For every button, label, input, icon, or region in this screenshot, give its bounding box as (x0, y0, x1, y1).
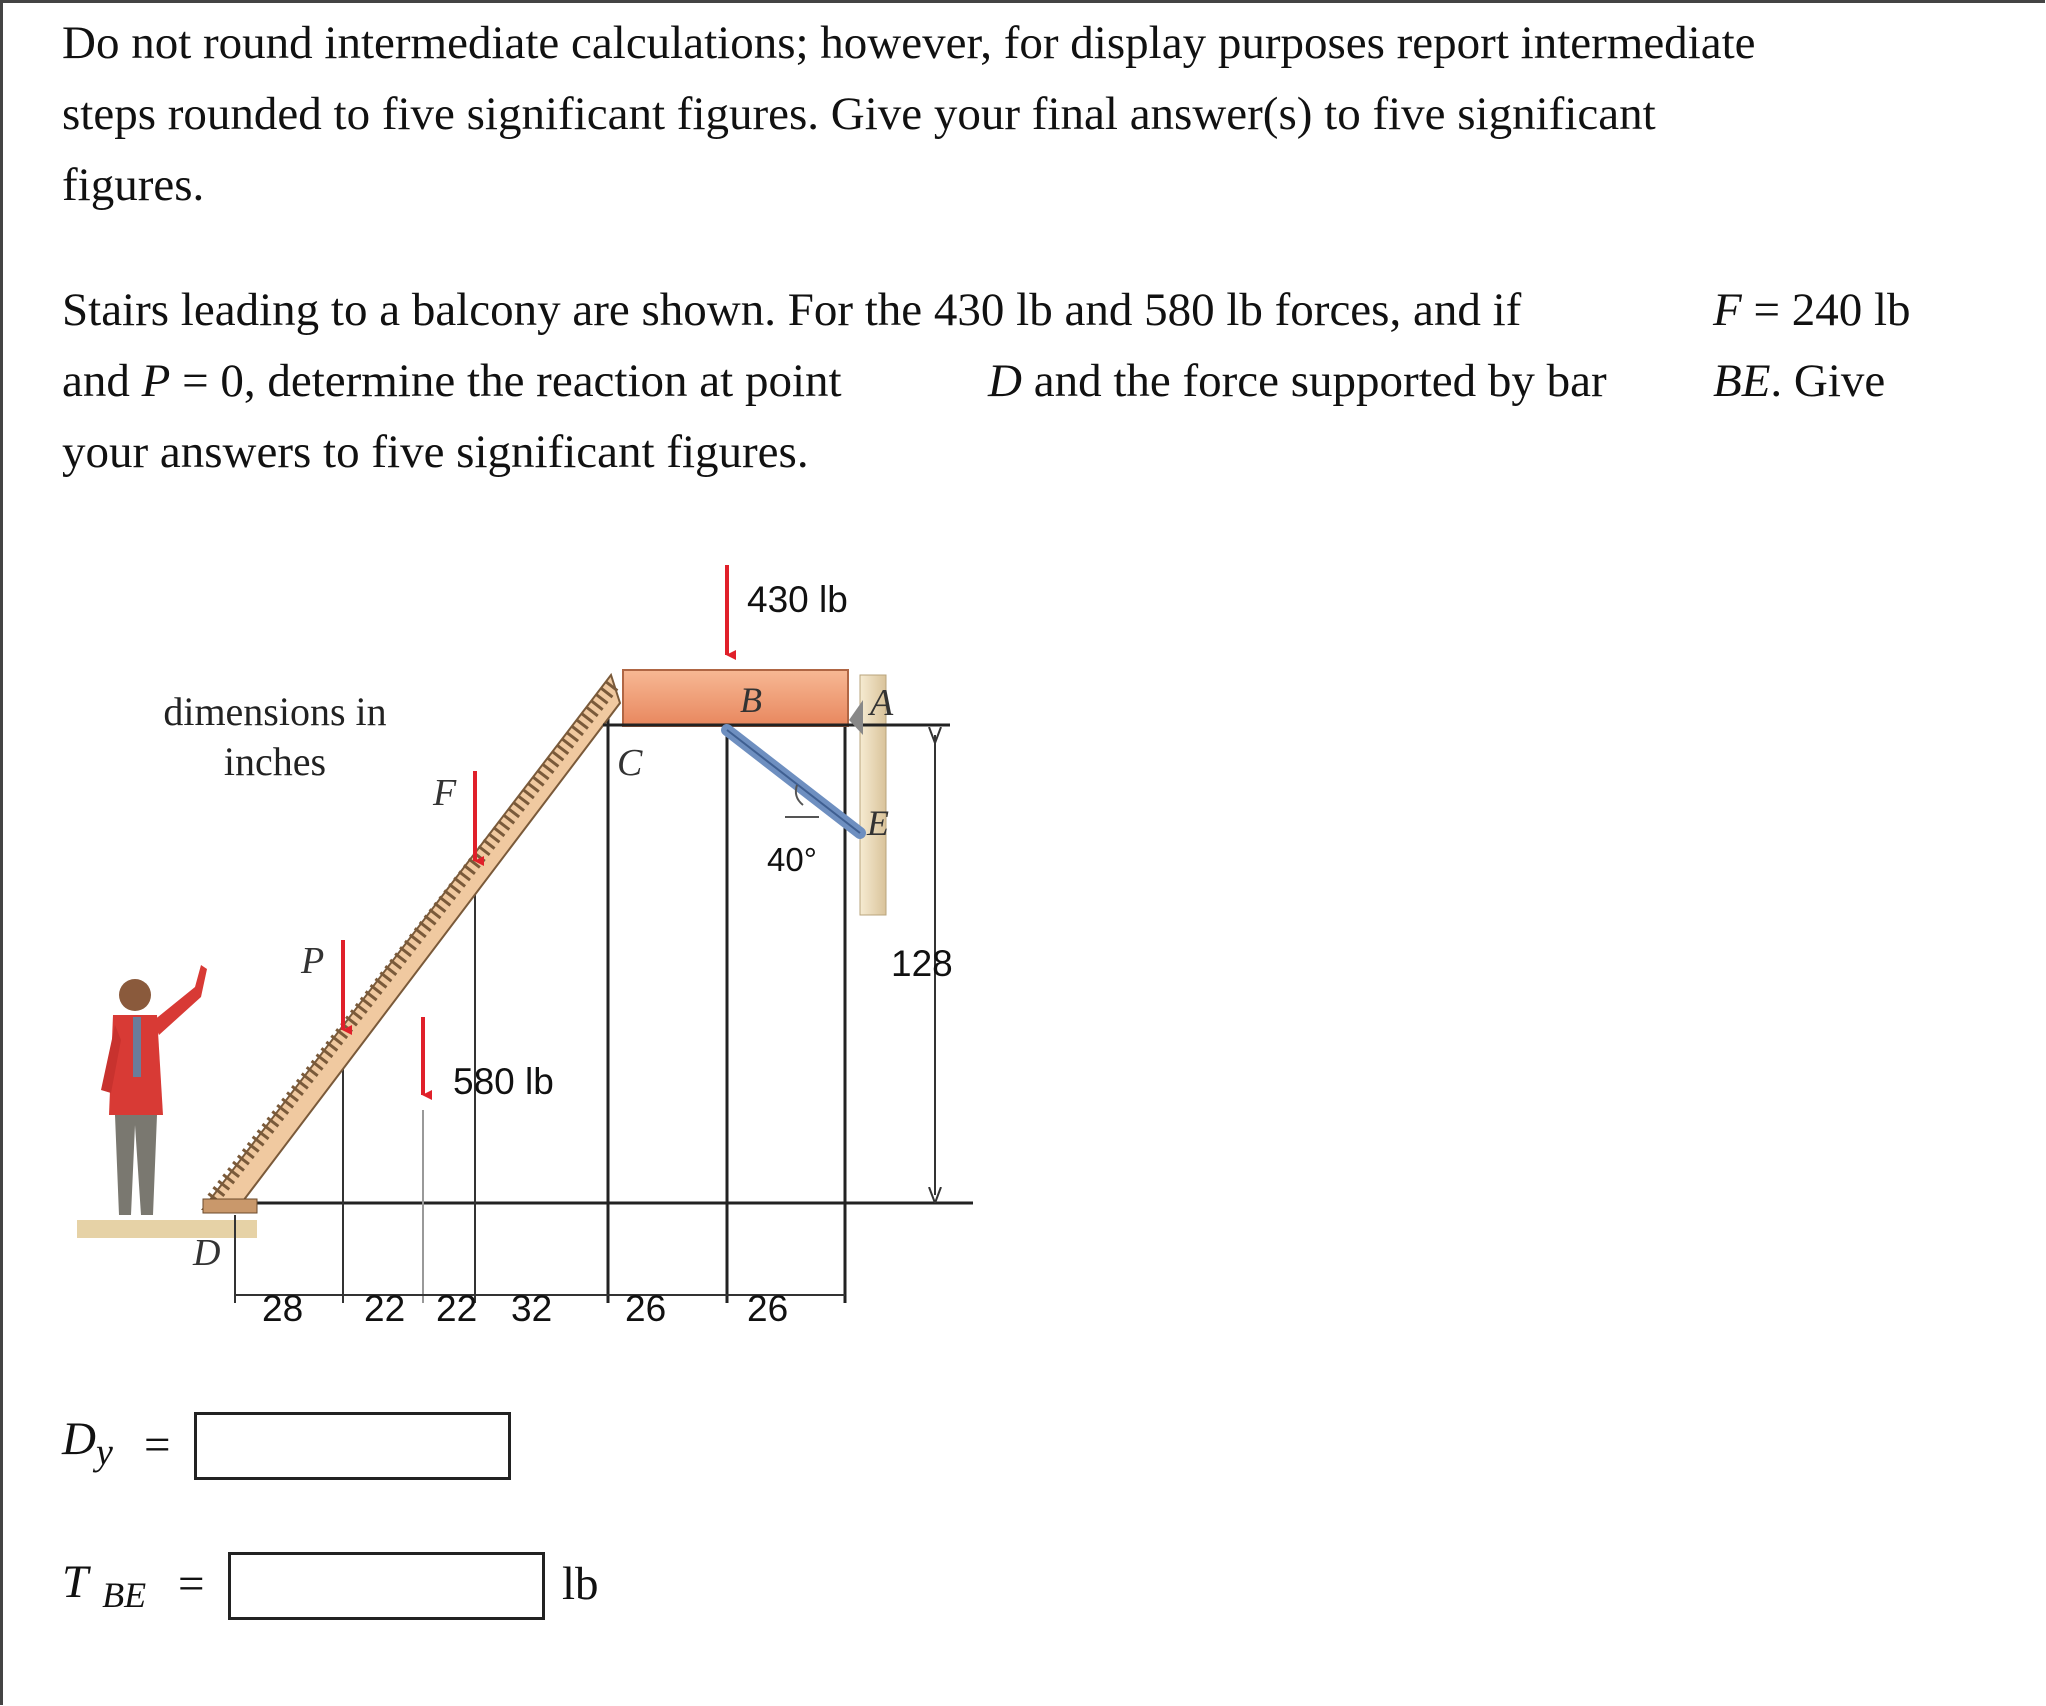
tbe-equals: = (178, 1558, 205, 1610)
label-e: E (867, 803, 889, 843)
man-figure (101, 965, 207, 1215)
text-give: . Give (1770, 355, 1886, 407)
tbe-sub: BE (102, 1575, 147, 1616)
problem-line-1 (62, 275, 1521, 346)
tbe-label (62, 1555, 146, 1616)
note-dimensions: dimensions in (163, 689, 387, 734)
instructions-line-3: figures. (62, 159, 205, 211)
dy-sub: y (95, 1431, 113, 1474)
problem-line-2c (1713, 346, 1885, 417)
balcony-beam (623, 670, 848, 726)
stairs-figure (55, 535, 985, 1345)
problem-f-value (1713, 275, 1911, 346)
label-d: D (193, 1232, 221, 1274)
label-height: 128 (891, 943, 953, 984)
bar-be: BE (1713, 355, 1771, 407)
dy-answer-input[interactable] (194, 1412, 511, 1480)
label-angle: 40° (767, 841, 817, 878)
f-value: = 240 lb (1753, 284, 1911, 336)
tbe-unit: lb (562, 1558, 599, 1610)
problem-line-2 (62, 346, 842, 417)
label-580: 580 lb (453, 1061, 554, 1102)
note-inches: inches (223, 739, 327, 784)
label-f: F (433, 772, 457, 814)
dy-var: D (62, 1413, 96, 1465)
dim-22a: 22 (364, 1288, 406, 1329)
tbe-answer-input[interactable] (228, 1552, 545, 1620)
label-c: C (617, 742, 643, 784)
stair-base-d (203, 1199, 257, 1213)
label-a: A (870, 682, 894, 724)
point-d: D (988, 355, 1022, 407)
p-value: = 0, determine the reaction at point (182, 355, 842, 407)
var-f: F (1713, 284, 1742, 336)
instructions-line-2: steps rounded to five significant figures. Give your final answer(s) to five significant (62, 88, 1656, 140)
problem-line-3: your answers to five significant figures. (62, 426, 809, 478)
dim-28: 28 (262, 1288, 304, 1329)
pin-a (849, 700, 863, 735)
instructions-line-1: Do not round intermediate calculations; however, for display purposes report intermediate (62, 17, 1756, 69)
label-430: 430 lb (747, 579, 848, 620)
dim-26b: 26 (747, 1288, 789, 1329)
text-force-bar: and the force supported by bar (1033, 355, 1607, 407)
dim-22b: 22 (436, 1288, 478, 1329)
var-p: P (141, 355, 171, 407)
dy-equals: = (144, 1419, 171, 1471)
problem-line-2b (988, 346, 1607, 417)
dy-label (62, 1412, 113, 1474)
label-b: B (740, 680, 762, 720)
ground-d (77, 1220, 257, 1238)
label-p: P (301, 940, 325, 982)
text-and: and (62, 355, 130, 407)
dim-26a: 26 (625, 1288, 667, 1329)
dim-32: 32 (511, 1288, 553, 1329)
problem-text: Stairs leading to a balcony are shown. For the 430 lb and 580 lb forces, and if (62, 284, 1522, 336)
tbe-var: T (62, 1556, 89, 1608)
